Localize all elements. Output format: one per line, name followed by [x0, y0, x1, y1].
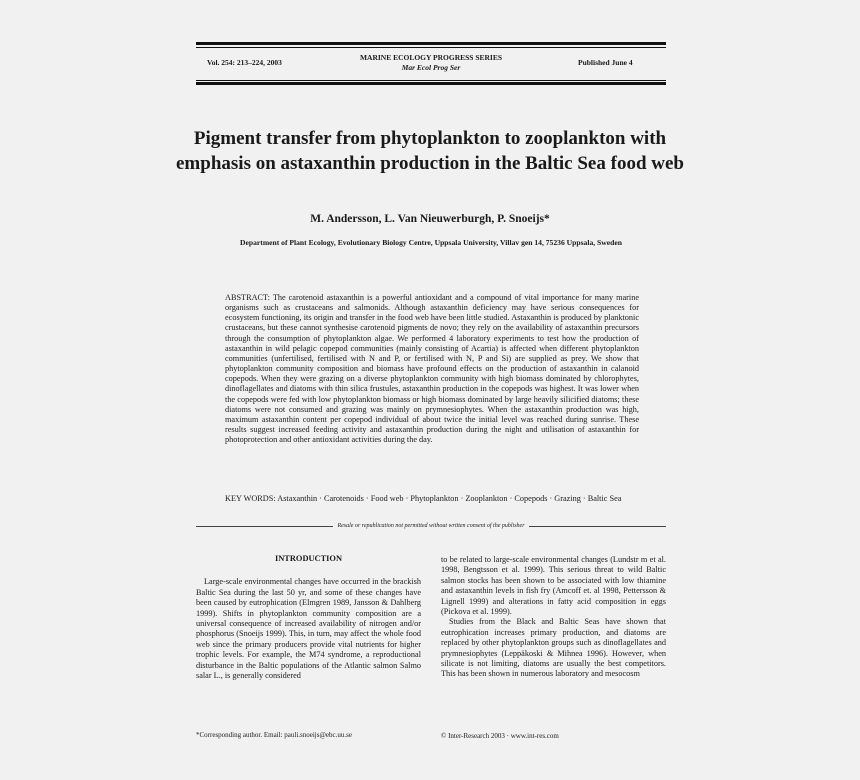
left-column	[196, 554, 421, 681]
paper-title: Pigment transfer from phytoplankton to zooplankton with emphasis on astaxanthin production in the Baltic Sea food web	[176, 128, 684, 174]
header-rule	[196, 82, 666, 85]
divider	[196, 526, 333, 527]
body-paragraph: Studies from the Black and Baltic Seas have shown that eutrophication increases primary production, and diatoms are replaced by other phytoplankton groups such as dinoflagellates and prymnesiophytes (Leppäkoski & Mihnea 1996). However, when silicate is not limiting, diatoms are usually the best competitors. This has been shown in numerous laboratory and mesocosm	[441, 617, 666, 679]
section-heading: INTRODUCTION	[274, 554, 342, 563]
abstract: ABSTRACT: The carotenoid astaxanthin is a powerful antioxidant and a compound of vital importance for many marine organisms such as crustaceans and salmonids. Although astaxanthin deficiency may have serious consequences for ecosystem functioning, its origin and transfer in the food web have been little studied. Astaxanthin is produced by planktonic crustaceans, but these cannot synthesise carotenoid pigments de novo; they rely on the availability of astaxanthin precursors through the consumption of phytoplankton algae. We performed 4 laboratory experiments to test how the production of astaxanthin in wild pelagic copepod communities (mainly consisting of Acartia) is affected when different phytoplankton communities (unfertilised, fertilised with N and P, or fertilised with N, P and Si) are supplied as prey. We show that phytoplankton community composition and biomass have profound effects on the production of astaxanthin in calanoid copepods. When they were grazing on a diverse phytoplankton community with high biomass dominated by chlorophytes, dinoflagellates and diatoms with thin silica frustules, astaxanthin production in the copepods was highest. It was lower when the copepods were fed with low phytoplankton biomass or high biomass dominated by large heavily silicified diatoms; these diatoms were not consumed and grazing was mainly on prymnesiophytes. When the astaxanthin production was high, maximum astaxanthin content per copepod individual of about twice the initial level was reached during sunrise. These results suggest increased feeding activity and astaxanthin production during the night and utilisation of astaxanthin for photoprotection and other antioxidant activities during the day.	[225, 293, 639, 445]
header-rule	[196, 42, 666, 45]
header-rule	[196, 80, 666, 81]
divider	[529, 526, 666, 527]
published-date: Published June 4	[578, 58, 633, 67]
author-footnote: *Corresponding author. Email: pauli.snoeijs@ebc.uu.se	[196, 731, 352, 739]
right-column	[441, 555, 666, 680]
resale-notice	[196, 520, 666, 532]
keywords: KEY WORDS: Astaxanthin · Carotenoids · Food web · Phytoplankton · Zooplankton · Copepods · Grazing · Baltic Sea	[225, 494, 622, 503]
affiliation: Department of Plant Ecology, Evolutionary Biology Centre, Uppsala University, Villav gen 14, 75236 Uppsala, Sweden	[240, 238, 622, 247]
author-list: M. Andersson, L. Van Nieuwerburgh, P. Snoeijs*	[310, 213, 550, 225]
resale-text: Resale or republication not permitted without written consent of the publisher	[337, 523, 525, 529]
journal-name	[340, 53, 522, 73]
body-paragraph: to be related to large-scale environmental changes (Lundstr m et al. 1998, Bengtsson et al. 1999). This serious threat to wild Baltic salmon stocks has been shown to be associated with low thiamine and astaxanthin levels in fish fry (Amcoff et. al 1998, Pettersson & Lignell 1999) and alterations in fatty acid composition in eggs (Pickova et al. 1999).	[441, 555, 666, 617]
volume-info: Vol. 254: 213–224, 2003	[207, 58, 282, 67]
series-abbrev: Mar Ecol Prog Ser	[401, 63, 461, 72]
header-rule	[196, 47, 666, 48]
copyright-notice: © Inter-Research 2003 · www.int-res.com	[441, 732, 559, 740]
series-name: MARINE ECOLOGY PROGRESS SERIES	[359, 53, 503, 62]
body-paragraph: Large-scale environmental changes have occurred in the brackish Baltic Sea during the last 50 yr, and some of these changes have been caused by eutrophication (Elmgren 1989, Jansson & Dahlberg 1999). Shifts in phytoplankton community composition are a universal consequence of increased availability of nitrogen and/or phosphorus (Snoeijs 1999). This, in turn, may affect the whole food web since the primary producers provide vital nutrients for higher trophic levels. For example, the M74 syndrome, a reproductional disturbance in the Baltic populations of the Atlantic salmon Salmo salar L., is generally considered	[196, 577, 421, 681]
